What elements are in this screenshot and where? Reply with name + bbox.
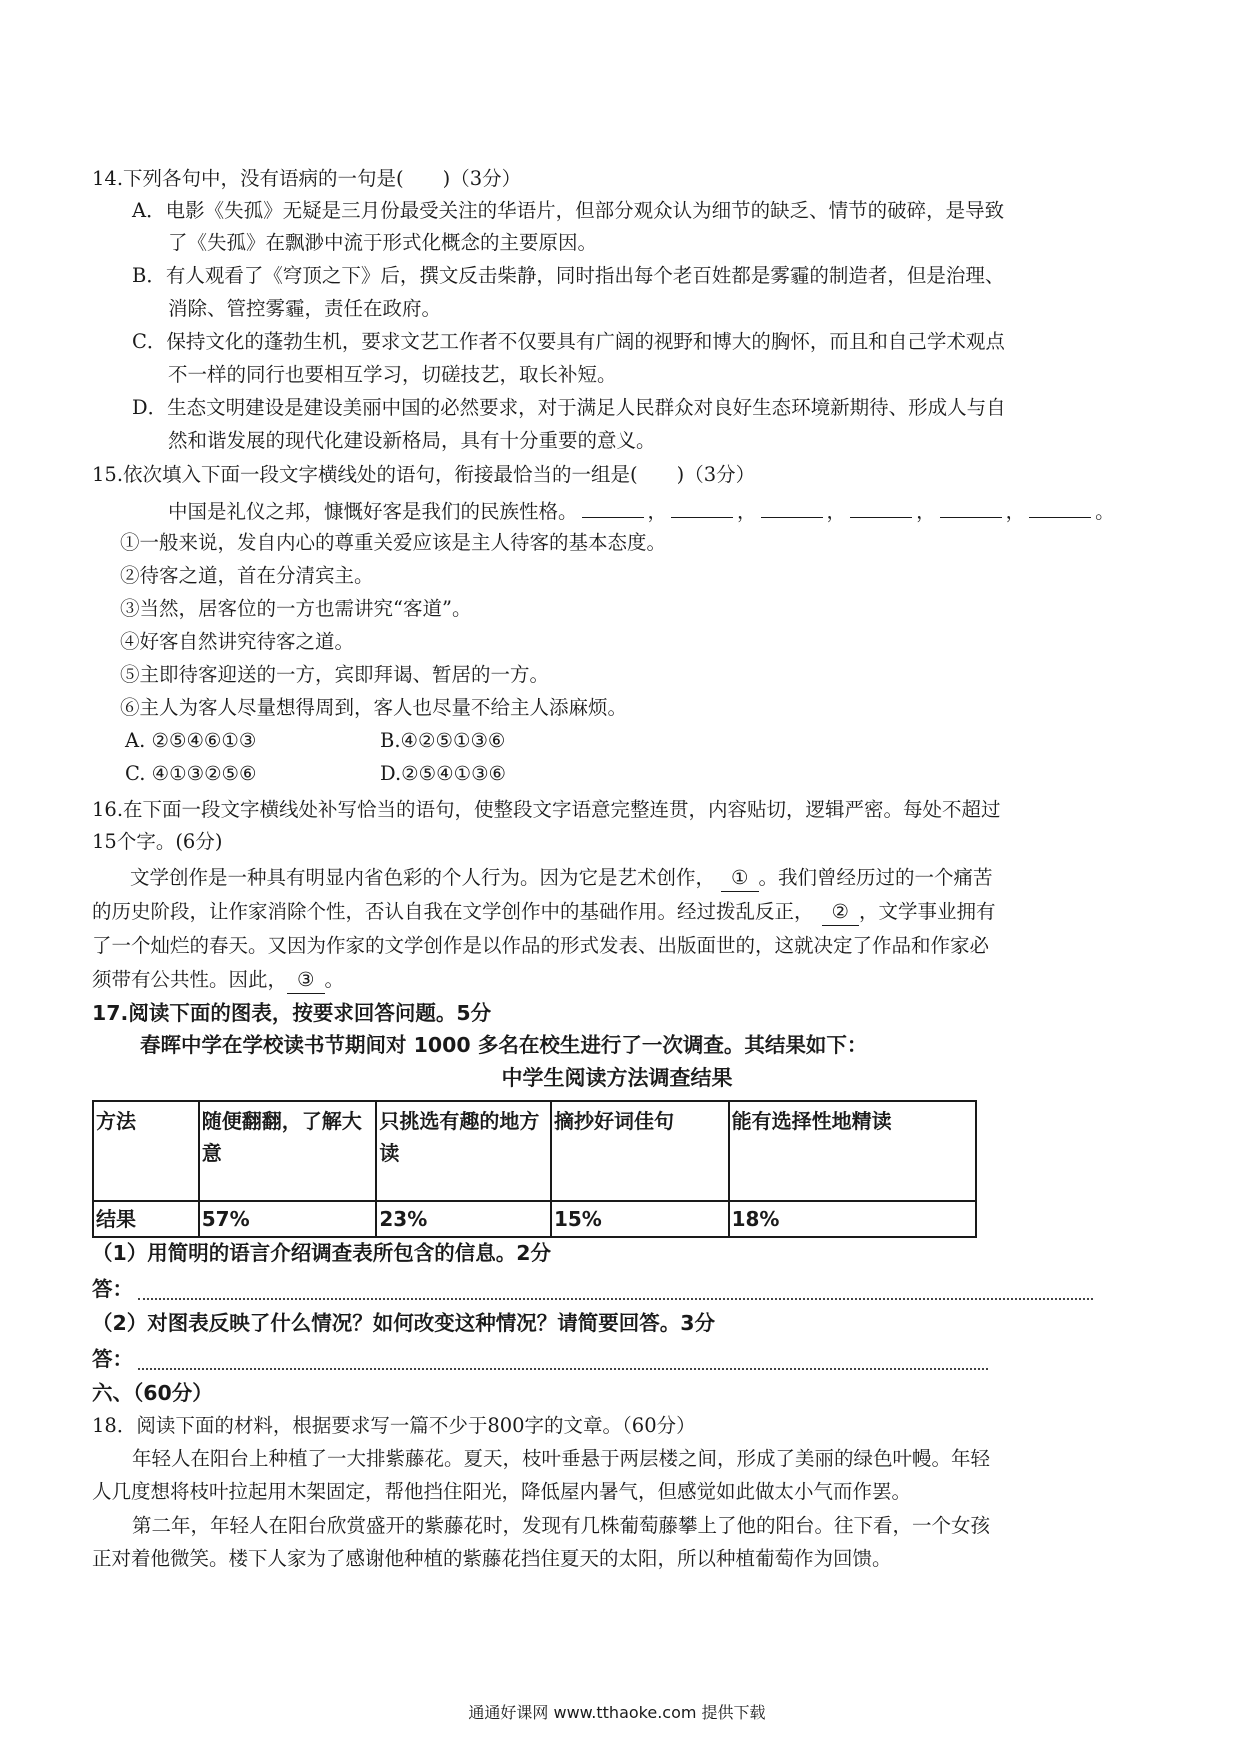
q16-stem: 16.在下面一段文字横线处补写恰当的语句，使整段文字语意完整连贯，内容贴切，逻辑严密。每处不超过: [92, 798, 1001, 821]
q16-blank-3[interactable]: ③: [287, 967, 324, 994]
q15-blank-3[interactable]: [761, 497, 823, 518]
q15-blank-1[interactable]: [582, 497, 644, 518]
survey-method-2: 只挑选有趣的地方读: [376, 1101, 551, 1201]
q17-stem: 17.阅读下面的图表，按要求回答问题。5分: [92, 1001, 492, 1025]
q15-blank-5[interactable]: [940, 497, 1002, 518]
q17-answer-label-2: 答：: [92, 1347, 133, 1371]
q15-item-6: ⑥主人为客人尽量想得周到，客人也尽量不给主人添麻烦。: [120, 696, 628, 719]
survey-result-label: 结果: [93, 1201, 199, 1237]
q14-option-a-cont: 了《失孤》在飘渺中流于形式化概念的主要原因。: [168, 231, 598, 254]
q15-item-1: ①一般来说，发自内心的尊重关爱应该是主人待客的基本态度。: [120, 531, 667, 554]
survey-method-1: 随便翻翻，了解大意: [199, 1101, 377, 1201]
survey-method-4: 能有选择性地精读: [729, 1101, 976, 1201]
q15-item-5: ⑤主即待客迎送的一方，宾即拜谒、暂居的一方。: [120, 663, 550, 686]
q15-blank-4[interactable]: [850, 497, 912, 518]
page-footer: 通通好课网 www.tthaoke.com 提供下载: [468, 1703, 766, 1722]
q15-option-a: A. ②⑤④⑥①③: [125, 729, 257, 752]
q16-blank-1[interactable]: ①: [721, 865, 758, 892]
survey-result-2: 23%: [376, 1201, 551, 1237]
survey-header-row: [93, 1101, 976, 1201]
survey-result-1: 57%: [199, 1201, 377, 1237]
q17-answer-label-1: 答：: [92, 1277, 133, 1301]
q14-option-c-cont: 不一样的同行也要相互学习，切磋技艺，取长补短。: [168, 363, 617, 386]
q14-option-d-cont: 然和谐发展的现代化建设新格局，具有十分重要的意义。: [168, 429, 656, 452]
q15-stem: 15.依次填入下面一段文字横线处的语句，衔接最恰当的一组是( )（3分）: [92, 463, 756, 486]
q18-para-1-cont: 人几度想将枝叶拉起用木架固定，帮他挡住阳光，降低屋内暑气，但感觉如此做太小气而作罢。: [92, 1480, 912, 1503]
q15-intro-line: 中国是礼仪之邦，慷慨好客是我们的民族性格。 ， ， ， ， ， 。: [168, 497, 1115, 525]
q17-sub-question-1: （1）用简明的语言介绍调查表所包含的信息。2分: [92, 1241, 552, 1265]
q18-para-1: 年轻人在阳台上种植了一大排紫藤花。夏天，枝叶垂悬于两层楼之间，形成了美丽的绿色叶幔。年轻: [132, 1447, 991, 1470]
q17-sub-question-2: （2）对图表反映了什么情况？如何改变这种情况？请简要回答。3分: [92, 1311, 716, 1335]
q18-para-2-cont: 正对着他微笑。楼下人家为了感谢他种植的紫藤花挡住夏天的太阳，所以种植葡萄作为回馈。: [92, 1547, 892, 1570]
q14-option-a: A．电影《失孤》无疑是三月份最受关注的华语片，但部分观众认为细节的缺乏、情节的破碎，是导致: [132, 199, 1005, 222]
q14-option-b-cont: 消除、管控雾霾，责任在政府。: [168, 297, 442, 320]
q16-para-line-2: 的历史阶段，让作家消除个性，否认自我在文学创作中的基础作用。经过拨乱反正， ② ，文学事业拥有: [92, 899, 996, 926]
q18-stem: 18．阅读下面的材料，根据要求写一篇不少于800字的文章。（60分）: [92, 1414, 696, 1437]
q16-para-line-4: 须带有公共性。因此， ③ 。: [92, 967, 344, 994]
q15-option-c: C. ④①③②⑤⑥: [125, 762, 257, 785]
survey-table-title: 中学生阅读方法调查结果: [501, 1066, 733, 1090]
survey-method-3: 摘抄好词佳句: [551, 1101, 729, 1201]
survey-header-label: 方法: [93, 1101, 199, 1201]
q15-option-d: D.②⑤④①③⑥: [380, 762, 507, 785]
q15-item-2: ②待客之道，首在分清宾主。: [120, 564, 374, 587]
survey-table: [92, 1100, 977, 1238]
survey-result-row: [93, 1201, 976, 1237]
q17-answer-line-1[interactable]: [138, 1298, 1093, 1300]
q15-item-3: ③当然，居客位的一方也需讲究“客道”。: [120, 597, 472, 620]
q17-intro: 春晖中学在学校读书节期间对 1000 多名在校生进行了一次调查。其结果如下：: [140, 1033, 868, 1057]
q16-stem-cont: 15个字。(6分): [92, 830, 223, 853]
q15-blank-6[interactable]: [1029, 497, 1091, 518]
q14-option-b: B．有人观看了《穹顶之下》后，撰文反击柴静，同时指出每个老百姓都是雾霾的制造者，但是治理、: [132, 264, 1005, 287]
survey-result-3: 15%: [551, 1201, 729, 1237]
q18-para-2: 第二年，年轻人在阳台欣赏盛开的紫藤花时，发现有几株葡萄藤攀上了他的阳台。往下看，一个女孩: [132, 1514, 991, 1537]
q14-stem: 14.下列各句中，没有语病的一句是( )（3分）: [92, 167, 522, 190]
q17-answer-line-2[interactable]: [138, 1368, 988, 1370]
q14-option-d: D．生态文明建设是建设美丽中国的必然要求，对于满足人民群众对良好生态环境新期待、形成人与自: [132, 396, 1006, 419]
q15-intro: 中国是礼仪之邦，慷慨好客是我们的民族性格。: [168, 500, 578, 523]
q16-blank-2[interactable]: ②: [822, 899, 859, 926]
q15-blank-2[interactable]: [671, 497, 733, 518]
q15-option-b: B.④②⑤①③⑥: [380, 729, 506, 752]
section-6-title: 六、（60分）: [92, 1381, 213, 1405]
survey-result-4: 18%: [729, 1201, 976, 1237]
q16-para-line-3: 了一个灿烂的春天。又因为作家的文学创作是以作品的形式发表、出版面世的，这就决定了作品和作家必: [92, 934, 990, 957]
q16-para-line-1: 文学创作是一种具有明显内省色彩的个人行为。因为它是艺术创作， ① 。我们曾经历过的一个痛苦: [130, 865, 993, 892]
q14-option-c: C．保持文化的蓬勃生机，要求文艺工作者不仅要具有广阔的视野和博大的胸怀，而且和自己学术观点: [132, 330, 1005, 353]
q15-item-4: ④好客自然讲究待客之道。: [120, 630, 355, 653]
